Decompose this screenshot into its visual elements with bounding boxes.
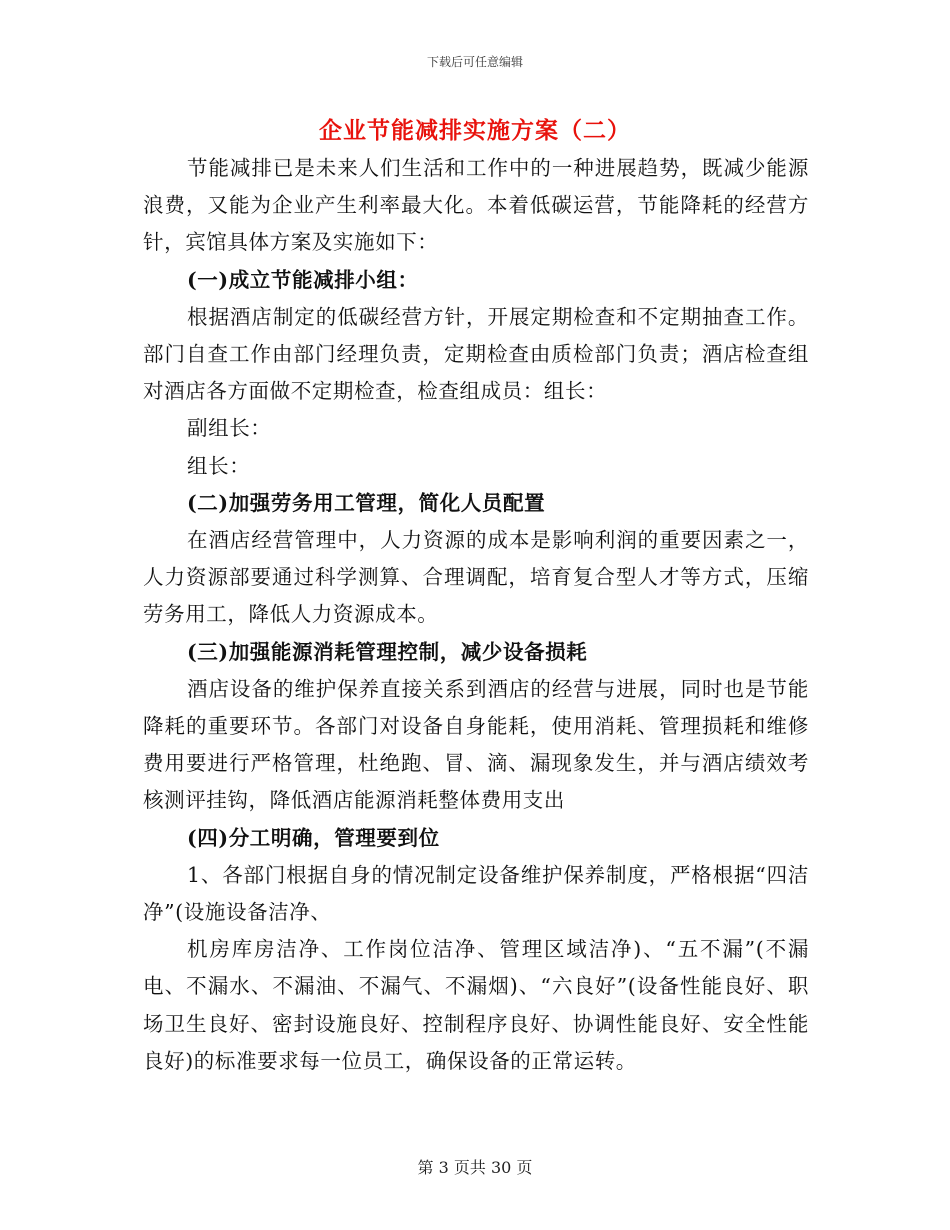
section-2-paragraph: 在酒店经营管理中，人力资源的成本是影响利润的重要因素之一，人力资源部要通过科学测算、合理调配，培育复合型人才等方式，压缩劳务用工，降低人力资源成本。	[143, 528, 809, 627]
section-heading-3: (三)加强能源消耗管理控制，减少设备损耗	[187, 639, 588, 664]
section-heading-4: (四)分工明确，管理要到位	[187, 825, 440, 850]
section-4-item-1-continued: 机房库房洁净、工作岗位洁净、管理区域洁净)、“五不漏”(不漏电、不漏水、不漏油、不漏气、不漏烟)、“六良好”(设备性能良好、职场卫生良好、密封设施良好、控制程序良好、协调性能良好、安全性能良好)的标准要求每一位员工，确保设备的正常运转。	[143, 937, 809, 1073]
section-4-item-1: 1、各部门根据自身的情况制定设备维护保养制度，严格根据“四洁净”(设施设备洁净、	[143, 862, 809, 925]
intro-paragraph: 节能减排已是未来人们生活和工作中的一种进展趋势，既减少能源浪费，又能为企业产生利率最大化。本着低碳运营，节能降耗的经营方针，宾馆具体方案及实施如下：	[143, 156, 809, 255]
section-heading-1: (一)成立节能减排小组：	[187, 267, 419, 292]
header-note: 下载后可任意编辑	[426, 55, 523, 69]
deputy-leader-line: 副组长：	[187, 416, 272, 441]
section-3-paragraph: 酒店设备的维护保养直接关系到酒店的经营与进展，同时也是节能降耗的重要环节。各部门对设备自身能耗，使用消耗、管理损耗和维修费用要进行严格管理，杜绝跑、冒、滴、漏现象发生，并与酒店绩效考核测评挂钩，降低酒店能源消耗整体费用支出	[143, 676, 809, 813]
document-body	[143, 150, 809, 1080]
section-heading-2: (二)加强劳务用工管理，简化人员配置	[187, 490, 546, 515]
leader-line: 组长：	[187, 453, 251, 478]
page-number: 第 3 页共 30 页	[417, 1158, 533, 1177]
section-1-paragraph: 根据酒店制定的低碳经营方针，开展定期检查和不定期抽查工作。部门自查工作由部门经理负责，定期检查由质检部门负责；酒店检查组对酒店各方面做不定期检查，检查组成员：组长：	[143, 304, 809, 404]
document-title: 企业节能减排实施方案（二）	[319, 117, 631, 144]
